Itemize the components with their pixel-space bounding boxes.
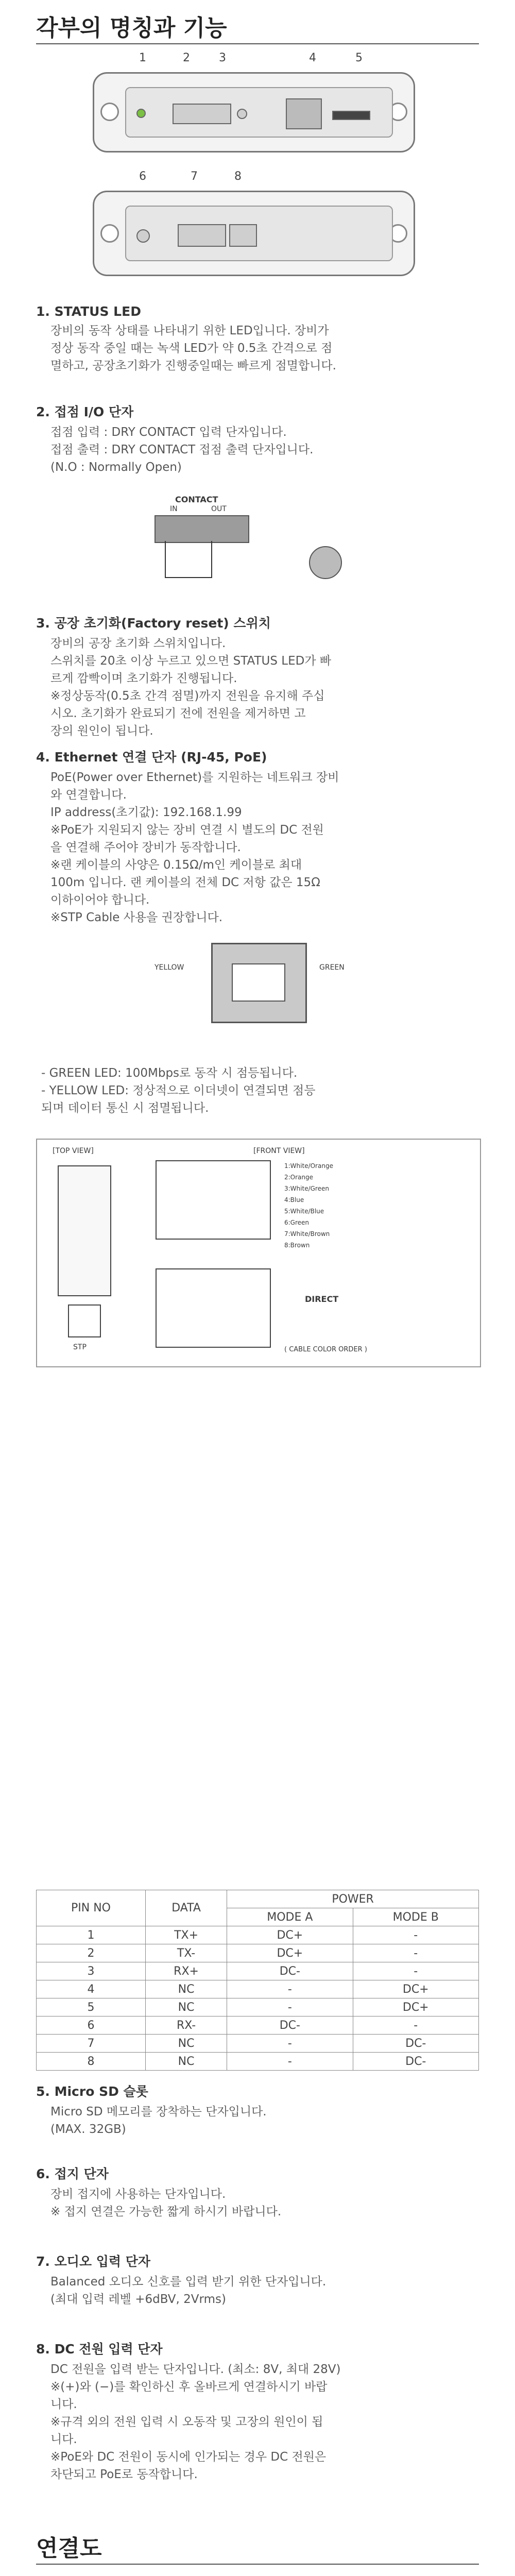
pin-cell: - <box>227 1980 353 1998</box>
item-body: 장비의 공장 초기화 스위치입니다. 스위치를 20초 이상 누르고 있으면 STATUS LED가 빠 르게 깜빡이며 초기화가 진행됩니다. ※정상동작(0.5초 간격 점멸)까지 전원을 유지해 주십 시오. 초기화가 완료되기 전에 전원을 제거하면 고 장의 원인이 됩니다. <box>50 637 332 738</box>
pin-table <box>36 1890 479 2071</box>
color-item: 1:White/Orange <box>284 1162 333 1170</box>
audio-input-terminal <box>178 224 226 247</box>
pin-row <box>37 1998 479 2016</box>
callout-5: 5 <box>355 52 363 64</box>
mount-hole <box>100 224 119 243</box>
status-led <box>136 109 146 118</box>
reset-switch[interactable] <box>237 109 247 119</box>
pin-cell: DC+ <box>353 1998 479 2016</box>
item-title: 8. DC 전원 입력 단자 <box>36 2342 163 2357</box>
camera-icon <box>309 546 342 579</box>
section-title-connection: 연결도 <box>36 2530 102 2563</box>
device-body-top <box>93 72 415 152</box>
device-panel <box>125 87 393 138</box>
callout-8: 8 <box>234 170 242 183</box>
pin-cell: - <box>353 1926 479 1944</box>
pin-cell: RX+ <box>145 1962 227 1980</box>
pin-cell: 7 <box>37 2035 146 2053</box>
item-ethernet <box>36 747 479 926</box>
pin-cell: 1 <box>37 1926 146 1944</box>
direct-label: DIRECT <box>305 1294 339 1304</box>
pin-cell: DC- <box>353 2035 479 2053</box>
contact-in-label: IN <box>170 505 178 513</box>
color-item: 4:Blue <box>284 1196 304 1204</box>
callout-2: 2 <box>183 52 190 64</box>
color-item: 6:Green <box>284 1219 310 1226</box>
item-body: 장비의 동작 상태를 나타내기 위한 LED입니다. 장비가 정상 동작 중일 때는 녹색 LED가 약 0.5초 간격으로 점 멸하고, 공장초기화가 진행중일때는 빠르게 점멸합니다. <box>50 324 336 372</box>
device-body-bottom <box>93 191 415 276</box>
item-body: 접점 입력 : DRY CONTACT 입력 단자입니다. 접점 출력 : DRY CONTACT 접점 출력 단자입니다. (N.O : Normally Open) <box>50 426 314 474</box>
item-body: 장비 접지에 사용하는 단자입니다. ※ 접지 연결은 가능한 짧게 하시기 바랍니다. <box>50 2188 282 2218</box>
pin-cell: DC- <box>227 1962 353 1980</box>
plug-front-1 <box>156 1160 271 1240</box>
terminal-block <box>154 515 249 543</box>
pin-cell: NC <box>145 2053 227 2071</box>
pin-cell: DC+ <box>227 1926 353 1944</box>
section-divider <box>36 43 479 44</box>
pin-cell: 3 <box>37 1962 146 1980</box>
pin-cell: TX- <box>145 1944 227 1962</box>
power-header: POWER <box>227 1890 479 1908</box>
data-header: DATA <box>145 1890 227 1926</box>
section-title-parts: 각부의 명칭과 기능 <box>36 9 227 42</box>
item-ethernet-leds <box>36 1061 479 1117</box>
item-title: 5. Micro SD 슬롯 <box>36 2084 148 2099</box>
yellow-led-label: YELLOW <box>154 963 184 972</box>
color-item: 5:White/Blue <box>284 1208 324 1215</box>
rj45-led-diagram <box>154 933 360 1041</box>
pin-cell: - <box>353 1944 479 1962</box>
pin-row <box>37 2035 479 2053</box>
device-panel <box>125 206 393 261</box>
dc-power-terminal <box>229 224 257 247</box>
device-bottom-view <box>93 170 422 273</box>
pin-cell: NC <box>145 2035 227 2053</box>
stp-label: STP <box>73 1343 87 1351</box>
pin-cell: - <box>353 2016 479 2035</box>
cable-color-list <box>284 1160 387 1263</box>
contact-label: CONTACT <box>175 495 218 504</box>
pin-row <box>37 1962 479 1980</box>
item-title: 7. 오디오 입력 단자 <box>36 2254 151 2269</box>
pin-cell: RX- <box>145 2016 227 2035</box>
pin-row <box>37 1926 479 1944</box>
top-view-label: [TOP VIEW] <box>53 1147 94 1155</box>
item-body: PoE(Power over Ethernet)를 지원하는 네트워크 장비 와 연결합니다. IP address(초기값): 192.168.1.99 ※PoE가 지원되지 않는 장비 연결 시 별도의 DC 전원 을 연결해 주어야 장비가 동작합니다. ※랜 케이블의 사양은 0.15Ω/m인 케이블로 최대 100m 입니다. 랜 케이블의 전체 DC 저항 값은 15Ω 이하이어야 합니다. ※STP Cable 사용을 권장합니다. <box>50 771 339 924</box>
wire <box>211 541 212 578</box>
callout-4: 4 <box>309 52 316 64</box>
pin-cell: - <box>227 2035 353 2053</box>
contact-out-label: OUT <box>211 505 227 513</box>
pin-cell: - <box>227 1998 353 2016</box>
mount-hole <box>100 103 119 121</box>
cable-order-label: ( CABLE COLOR ORDER ) <box>284 1346 367 1353</box>
rj45-wiring-diagram <box>36 1139 481 1367</box>
device-top-view <box>93 52 422 149</box>
item-status-led <box>36 304 479 375</box>
green-led-label: GREEN <box>319 963 345 972</box>
callout-7: 7 <box>191 170 198 183</box>
callout-6: 6 <box>139 170 146 183</box>
ethernet-port[interactable] <box>286 98 322 129</box>
item-ground <box>36 2164 479 2221</box>
rj45-socket <box>232 963 285 1002</box>
pin-cell: NC <box>145 1998 227 2016</box>
item-micro-sd <box>36 2081 479 2138</box>
callout-1: 1 <box>139 52 146 64</box>
section-divider <box>36 2564 479 2565</box>
stp-plug <box>68 1304 101 1337</box>
item-body: Micro SD 메모리를 장착하는 단자입니다. (MAX. 32GB) <box>50 2105 267 2136</box>
plug-front-2 <box>156 1268 271 1348</box>
micro-sd-slot[interactable] <box>332 111 370 120</box>
item-body: Balanced 오디오 신호를 입력 받기 위한 단자입니다. (최대 입력 레벨 +6dBV, 2Vrms) <box>50 2275 327 2306</box>
mode-b-header: MODE B <box>353 1908 479 1926</box>
wire <box>165 577 211 578</box>
pin-row <box>37 2016 479 2035</box>
pin-cell: 5 <box>37 1998 146 2016</box>
front-view-label: [FRONT VIEW] <box>253 1147 305 1155</box>
plug-top <box>58 1165 111 1296</box>
mode-a-header: MODE A <box>227 1908 353 1926</box>
pin-row <box>37 2053 479 2071</box>
pin-cell: 4 <box>37 1980 146 1998</box>
pin-cell: - <box>353 1962 479 1980</box>
contact-diagram <box>139 495 355 598</box>
color-item: 8:Brown <box>284 1242 310 1249</box>
item-title: 4. Ethernet 연결 단자 (RJ-45, PoE) <box>36 750 267 765</box>
item-contact-io <box>36 402 479 476</box>
pin-cell: - <box>227 2053 353 2071</box>
item-factory-reset <box>36 613 479 740</box>
item-audio-input <box>36 2251 479 2308</box>
item-title: 3. 공장 초기화(Factory reset) 스위치 <box>36 616 271 631</box>
pin-header: PIN NO <box>37 1890 146 1926</box>
pin-cell: DC- <box>227 2016 353 2035</box>
pin-row <box>37 1944 479 1962</box>
pin-cell: DC+ <box>227 1944 353 1962</box>
pin-cell: DC- <box>353 2053 479 2071</box>
item-title: 1. STATUS LED <box>36 304 141 319</box>
pin-cell: TX+ <box>145 1926 227 1944</box>
ground-screw <box>136 229 150 243</box>
item-body: DC 전원을 입력 받는 단자입니다. (최소: 8V, 최대 28V) ※(+)와 (−)를 확인하신 후 올바르게 연결하시기 바랍 니다. ※규격 외의 전원 입력 시 오동작 및 고장의 원인이 됩 니다. ※PoE와 DC 전원이 동시에 인가되는 경우 DC 전원은 차단되고 PoE로 동작합니다. <box>50 2363 341 2481</box>
item-title: 6. 접지 단자 <box>36 2166 109 2181</box>
item-dc-input <box>36 2339 479 2483</box>
item-body: - GREEN LED: 100Mbps로 동작 시 점등됩니다. - YELLOW LED: 정상적으로 이더넷이 연결되면 점등 되며 데이터 통신 시 점멸됩니다. <box>41 1066 316 1115</box>
pin-cell: NC <box>145 1980 227 1998</box>
pin-cell: DC+ <box>353 1980 479 1998</box>
color-item: 2:Orange <box>284 1174 314 1181</box>
color-item: 7:White/Brown <box>284 1230 330 1238</box>
pin-cell: 6 <box>37 2016 146 2035</box>
pin-cell: 8 <box>37 2053 146 2071</box>
pin-row <box>37 1980 479 1998</box>
callout-3: 3 <box>219 52 226 64</box>
color-item: 3:White/Green <box>284 1185 329 1192</box>
pin-cell: 2 <box>37 1944 146 1962</box>
wire <box>165 541 166 577</box>
contact-terminal <box>173 104 231 124</box>
item-title: 2. 접점 I/O 단자 <box>36 404 134 419</box>
